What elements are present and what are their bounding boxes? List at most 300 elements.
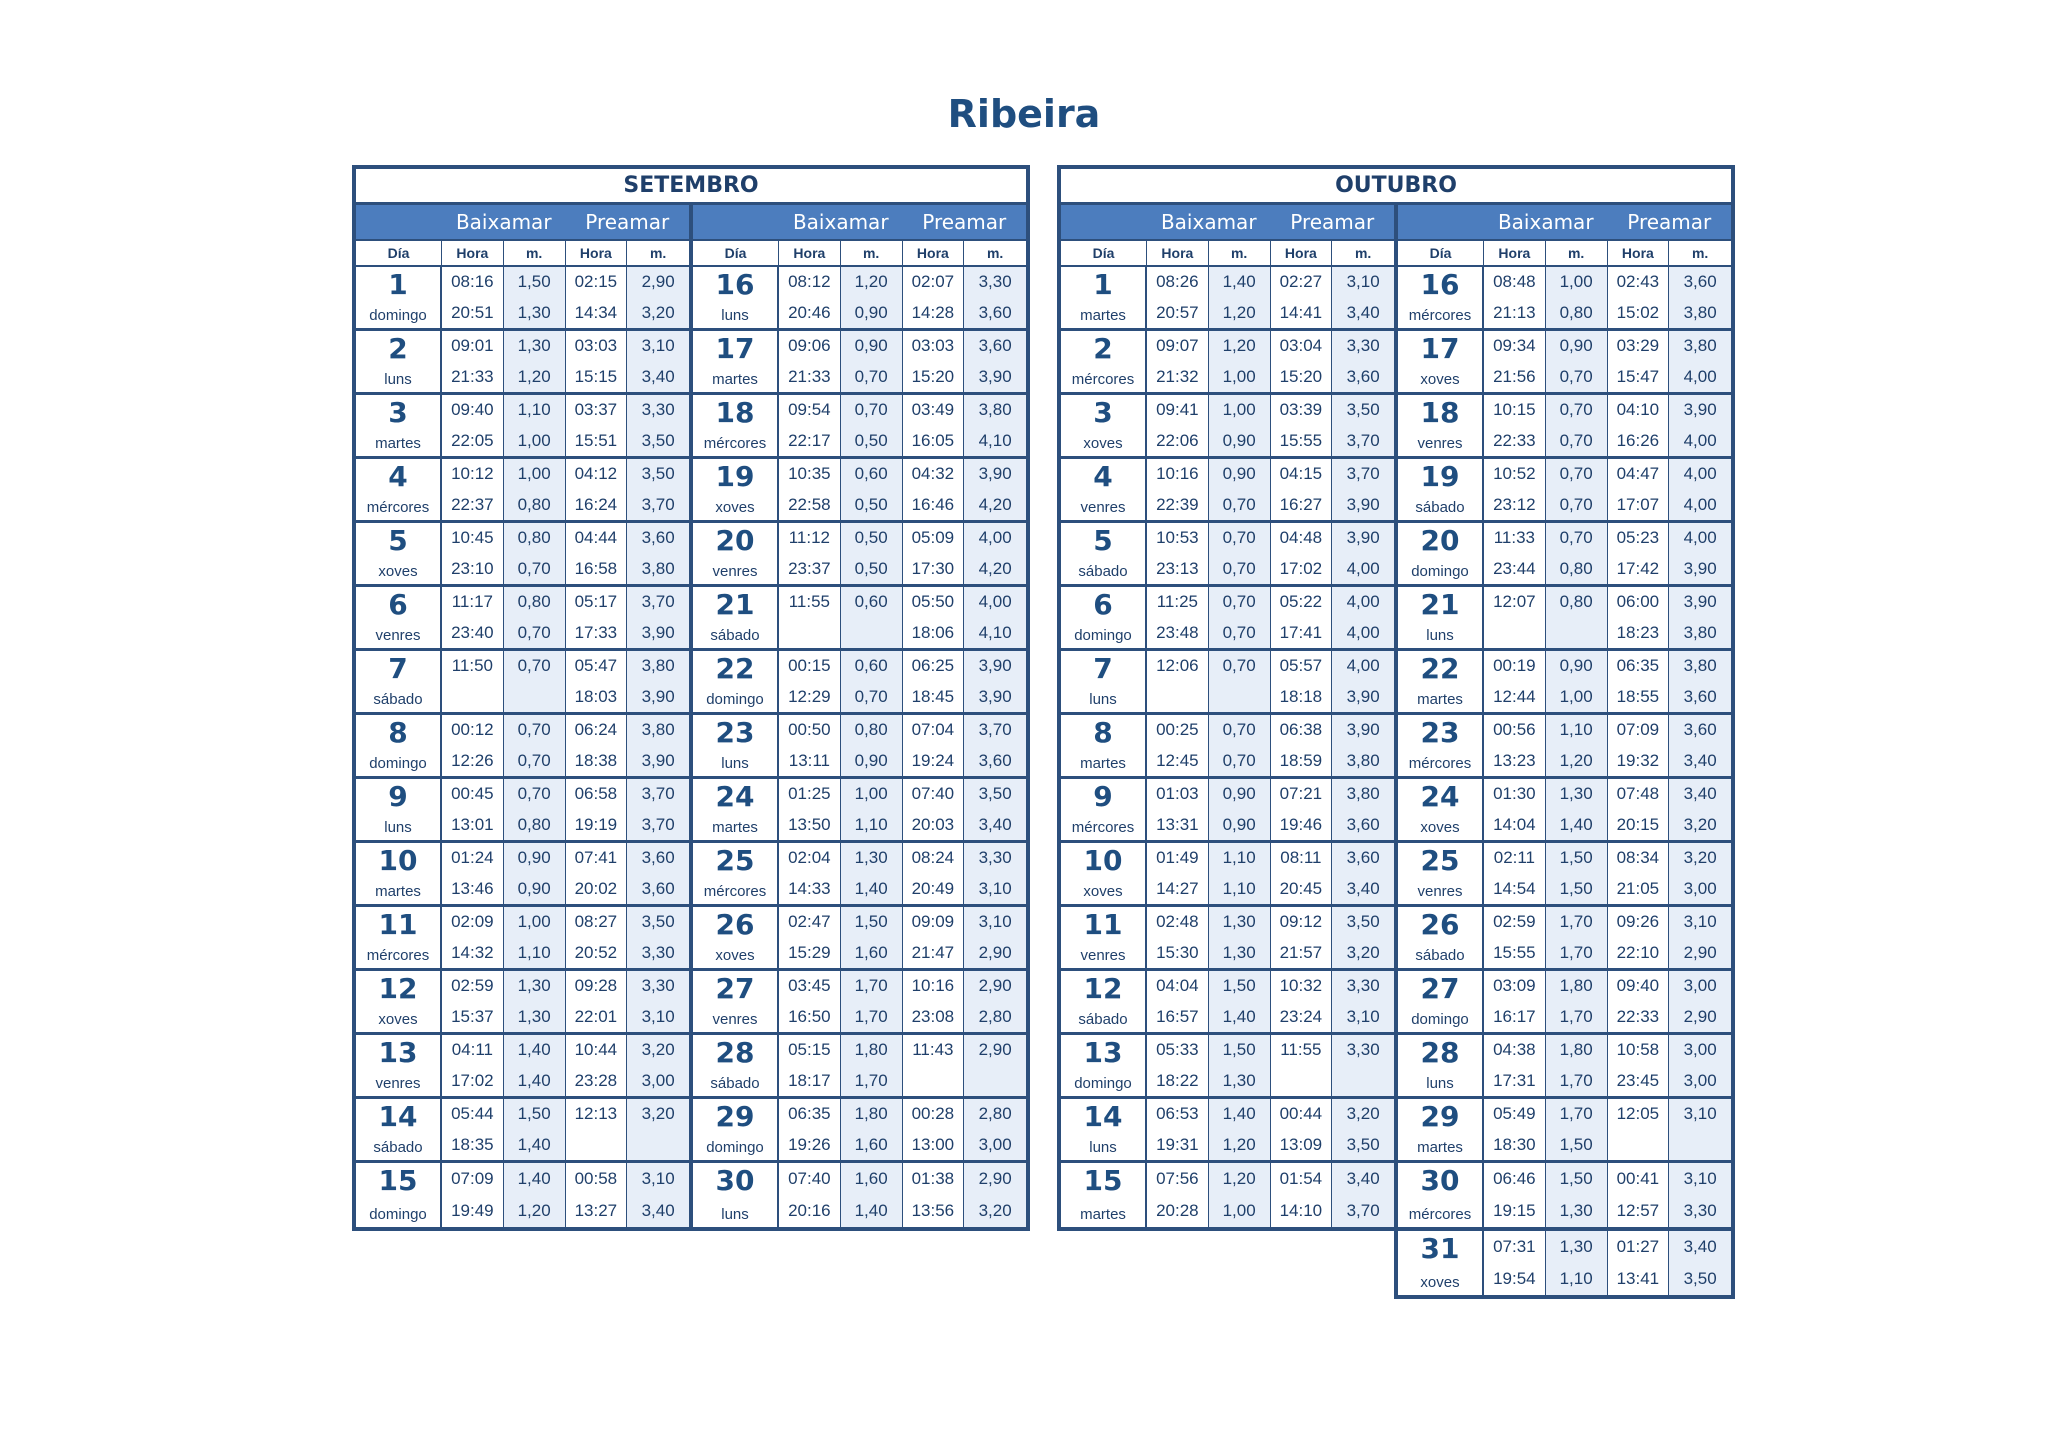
low-tide-height: 0,80 <box>504 490 566 521</box>
day-cell <box>1398 267 1484 328</box>
high-tide-height: 3,30 <box>1669 1195 1731 1227</box>
high-tide-height: 4,20 <box>964 490 1026 521</box>
day-row <box>693 587 1026 651</box>
low-tide-time: 08:16 <box>442 267 504 298</box>
day-number: 20 <box>715 524 755 557</box>
high-tide-height: 4,00 <box>1669 426 1731 457</box>
weekday-name: luns <box>1426 1075 1454 1092</box>
tide-values <box>1147 843 1394 904</box>
day-number: 8 <box>388 716 408 749</box>
day-cell <box>693 843 779 904</box>
tide-row <box>1484 907 1731 938</box>
high-tide-time: 17:33 <box>566 618 628 649</box>
tide-values <box>779 779 1026 840</box>
low-tide-height: 1,20 <box>841 267 903 298</box>
low-tide-height: 1,00 <box>1209 362 1271 393</box>
high-tide-time: 02:43 <box>1608 267 1670 298</box>
extra-day-table <box>1394 1228 1735 1299</box>
low-tide-time: 15:30 <box>1147 938 1209 969</box>
day-row <box>1061 971 1394 1035</box>
tide-row <box>442 779 689 810</box>
day-cell <box>1061 1163 1147 1227</box>
high-tide-height: 3,40 <box>1669 779 1731 810</box>
low-tide-time: 01:25 <box>779 779 841 810</box>
high-tide-time: 21:05 <box>1608 874 1670 905</box>
tide-values <box>1484 651 1731 712</box>
tide-row <box>779 715 1026 746</box>
tide-row <box>779 587 1026 618</box>
low-tide-height: 0,90 <box>504 874 566 905</box>
day-number: 29 <box>1420 1100 1460 1133</box>
high-tide-height: 3,20 <box>627 1035 689 1066</box>
day-number: 26 <box>1420 908 1460 941</box>
day-cell <box>356 1099 442 1160</box>
high-tide-time: 09:28 <box>566 971 628 1002</box>
day-row <box>356 907 689 971</box>
low-tide-time: 01:03 <box>1147 779 1209 810</box>
tide-values <box>442 395 689 456</box>
low-tide-time: 23:10 <box>442 554 504 585</box>
day-number: 11 <box>378 908 418 941</box>
high-tide-height: 3,40 <box>964 810 1026 841</box>
high-tide-height: 3,50 <box>964 779 1026 810</box>
tide-row <box>442 587 689 618</box>
day-row <box>356 971 689 1035</box>
tide-values <box>1484 1035 1731 1096</box>
low-tide-height: 1,00 <box>1209 1195 1271 1227</box>
high-tide-time: 07:40 <box>903 779 965 810</box>
high-tide-height: 3,10 <box>627 1002 689 1033</box>
tide-values <box>779 395 1026 456</box>
low-tide-time: 13:46 <box>442 874 504 905</box>
high-tide-time: 07:21 <box>1271 779 1333 810</box>
day-number: 9 <box>388 780 408 813</box>
low-tide-time: 06:35 <box>779 1099 841 1130</box>
tide-row <box>1147 1035 1394 1066</box>
tide-row <box>779 523 1026 554</box>
header-high-tide: Preamar <box>585 210 670 234</box>
low-tide-time: 20:16 <box>779 1195 841 1227</box>
day-row <box>1061 267 1394 331</box>
tide-row <box>779 779 1026 810</box>
day-row <box>356 395 689 459</box>
header-hour: Hora <box>566 241 628 265</box>
day-number: 21 <box>715 588 755 621</box>
tide-values <box>1484 523 1731 584</box>
tide-row <box>1147 746 1394 777</box>
weekday-name: xoves <box>1083 435 1123 452</box>
low-tide-time: 10:12 <box>442 459 504 490</box>
low-tide-time: 05:33 <box>1147 1035 1209 1066</box>
low-tide-time: 11:17 <box>442 587 504 618</box>
tide-row <box>1484 651 1731 682</box>
tide-row <box>1484 715 1731 746</box>
tide-values <box>442 1099 689 1160</box>
weekday-name: xoves <box>1083 883 1123 900</box>
day-cell <box>693 587 779 648</box>
low-tide-height: 0,70 <box>504 651 566 682</box>
low-tide-height: 1,30 <box>1546 779 1608 810</box>
day-number: 3 <box>1093 396 1113 429</box>
high-tide-height: 3,80 <box>1669 618 1731 649</box>
low-tide-height: 1,10 <box>841 810 903 841</box>
low-tide-height: 1,50 <box>841 907 903 938</box>
high-tide-height: 4,00 <box>1669 523 1731 554</box>
tide-row <box>779 843 1026 874</box>
column-header <box>1398 239 1731 267</box>
low-tide-height: 1,40 <box>504 1066 566 1097</box>
high-tide-height: 3,60 <box>964 746 1026 777</box>
day-number: 13 <box>378 1036 418 1069</box>
high-tide-time: 18:55 <box>1608 682 1670 713</box>
low-tide-time: 12:29 <box>779 682 841 713</box>
high-tide-height: 3,10 <box>1669 907 1731 938</box>
high-tide-height: 3,60 <box>627 843 689 874</box>
day-cell <box>693 1099 779 1160</box>
low-tide-time: 19:49 <box>442 1195 504 1227</box>
header-hour: Hora <box>1608 241 1670 265</box>
low-tide-height <box>1209 682 1271 713</box>
low-tide-height: 0,70 <box>1209 618 1271 649</box>
weekday-name: mércores <box>1408 307 1472 324</box>
tide-row <box>779 1066 1026 1097</box>
day-row <box>693 395 1026 459</box>
day-cell <box>1061 651 1147 712</box>
header-hour: Hora <box>442 241 504 265</box>
low-tide-time: 00:19 <box>1484 651 1546 682</box>
high-tide-time: 13:00 <box>903 1130 965 1161</box>
high-tide-time: 02:07 <box>903 267 965 298</box>
tide-row <box>1484 554 1731 585</box>
high-tide-height: 3,00 <box>1669 971 1731 1002</box>
low-tide-time: 14:32 <box>442 938 504 969</box>
high-tide-time: 18:38 <box>566 746 628 777</box>
tide-values <box>1484 267 1731 328</box>
high-tide-time: 09:09 <box>903 907 965 938</box>
tide-row <box>442 746 689 777</box>
tide-values <box>1484 1099 1731 1160</box>
low-tide-time: 08:48 <box>1484 267 1546 298</box>
day-cell <box>356 715 442 776</box>
day-number: 6 <box>388 588 408 621</box>
low-tide-time: 01:30 <box>1484 779 1546 810</box>
low-tide-height: 1,40 <box>1546 810 1608 841</box>
high-tide-time: 19:19 <box>566 810 628 841</box>
tide-row <box>779 1002 1026 1033</box>
low-tide-time: 21:32 <box>1147 362 1209 393</box>
high-tide-height: 3,30 <box>627 971 689 1002</box>
tide-values <box>442 1035 689 1096</box>
low-tide-time: 19:54 <box>1484 1263 1546 1295</box>
high-tide-time: 12:13 <box>566 1099 628 1130</box>
high-tide-height: 3,80 <box>627 715 689 746</box>
high-tide-height: 2,90 <box>964 1163 1026 1195</box>
weekday-name: xoves <box>378 563 418 580</box>
day-number: 30 <box>1420 1164 1460 1197</box>
high-tide-time: 16:46 <box>903 490 965 521</box>
day-row <box>1061 523 1394 587</box>
high-tide-time: 22:33 <box>1608 1002 1670 1033</box>
low-tide-height: 0,50 <box>841 523 903 554</box>
low-tide-height: 1,20 <box>1209 1130 1271 1161</box>
high-tide-height: 3,10 <box>1669 1163 1731 1195</box>
low-tide-time: 23:48 <box>1147 618 1209 649</box>
high-tide-height: 3,30 <box>964 843 1026 874</box>
low-tide-height: 1,50 <box>1546 1130 1608 1161</box>
tide-row <box>779 907 1026 938</box>
weekday-name: luns <box>1426 627 1454 644</box>
day-cell <box>1061 1035 1147 1096</box>
day-number: 18 <box>715 396 755 429</box>
day-row <box>693 459 1026 523</box>
day-cell <box>693 523 779 584</box>
low-tide-time: 23:12 <box>1484 490 1546 521</box>
high-tide-time: 03:29 <box>1608 331 1670 362</box>
header-meters: m. <box>649 245 667 261</box>
low-tide-height: 1,50 <box>1209 1035 1271 1066</box>
tide-row <box>442 971 689 1002</box>
low-tide-time: 22:58 <box>779 490 841 521</box>
day-row <box>356 651 689 715</box>
low-tide-time <box>442 682 504 713</box>
day-row <box>693 331 1026 395</box>
low-tide-time: 05:44 <box>442 1099 504 1130</box>
high-tide-time: 23:24 <box>1271 1002 1333 1033</box>
day-cell <box>1061 395 1147 456</box>
high-tide-height: 3,80 <box>627 651 689 682</box>
tide-row <box>779 1099 1026 1130</box>
high-tide-time: 20:45 <box>1271 874 1333 905</box>
low-tide-time: 13:11 <box>779 746 841 777</box>
tide-values <box>1147 907 1394 968</box>
day-number: 22 <box>1420 652 1460 685</box>
day-number: 20 <box>1420 524 1460 557</box>
low-tide-height: 1,40 <box>1209 267 1271 298</box>
low-tide-time: 18:30 <box>1484 1130 1546 1161</box>
weekday-name: luns <box>1089 691 1117 708</box>
low-tide-height: 0,70 <box>504 715 566 746</box>
tide-row <box>1484 1231 1731 1263</box>
high-tide-time: 05:47 <box>566 651 628 682</box>
low-tide-time: 14:27 <box>1147 874 1209 905</box>
weekday-name: sábado <box>1078 1011 1128 1028</box>
low-tide-height: 0,90 <box>1209 810 1271 841</box>
low-tide-height: 0,90 <box>1209 459 1271 490</box>
high-tide-time: 05:09 <box>903 523 965 554</box>
high-tide-height: 3,90 <box>1332 715 1394 746</box>
low-tide-time: 20:46 <box>779 298 841 329</box>
tide-values <box>1484 971 1731 1032</box>
tide-row <box>442 523 689 554</box>
high-tide-height: 3,00 <box>1669 874 1731 905</box>
high-tide-time: 07:48 <box>1608 779 1670 810</box>
high-tide-height: 3,00 <box>1669 1035 1731 1066</box>
low-tide-time: 22:37 <box>442 490 504 521</box>
tide-values <box>1484 459 1731 520</box>
low-tide-height: 0,60 <box>841 587 903 618</box>
low-tide-height: 1,40 <box>841 1195 903 1227</box>
low-tide-time: 12:07 <box>1484 587 1546 618</box>
tide-values <box>1484 1163 1731 1227</box>
tide-row <box>779 459 1026 490</box>
low-tide-time: 17:31 <box>1484 1066 1546 1097</box>
day-row <box>1398 1099 1731 1163</box>
tide-values <box>442 715 689 776</box>
tide-row <box>1484 938 1731 969</box>
tide-row <box>1147 331 1394 362</box>
tide-row <box>442 874 689 905</box>
high-tide-height: 2,90 <box>964 971 1026 1002</box>
tide-values <box>442 651 689 712</box>
tide-values <box>442 971 689 1032</box>
high-tide-height: 3,10 <box>1332 1002 1394 1033</box>
low-tide-time: 08:26 <box>1147 267 1209 298</box>
tide-row <box>442 459 689 490</box>
low-tide-time: 10:35 <box>779 459 841 490</box>
weekday-name: venres <box>375 1075 421 1092</box>
high-tide-time: 10:32 <box>1271 971 1333 1002</box>
day-row <box>693 1099 1026 1163</box>
high-tide-time: 04:44 <box>566 523 628 554</box>
high-tide-height: 3,60 <box>1332 843 1394 874</box>
low-tide-time: 12:06 <box>1147 651 1209 682</box>
high-tide-time: 07:09 <box>1608 715 1670 746</box>
day-row <box>1061 331 1394 395</box>
tide-values <box>779 907 1026 968</box>
high-tide-time: 04:32 <box>903 459 965 490</box>
weekday-name: martes <box>1080 755 1126 772</box>
day-cell <box>1061 587 1147 648</box>
day-row <box>693 1163 1026 1227</box>
day-number: 1 <box>1093 268 1113 301</box>
tide-row <box>779 395 1026 426</box>
high-tide-time: 04:15 <box>1271 459 1333 490</box>
low-tide-height: 0,70 <box>504 779 566 810</box>
tide-values <box>779 715 1026 776</box>
low-tide-height: 1,20 <box>1209 331 1271 362</box>
day-row <box>1061 907 1394 971</box>
high-tide-time: 00:41 <box>1608 1163 1670 1195</box>
low-tide-time: 14:33 <box>779 874 841 905</box>
high-tide-time: 17:07 <box>1608 490 1670 521</box>
low-tide-height: 0,70 <box>1546 523 1608 554</box>
tide-values <box>779 331 1026 392</box>
low-tide-height: 1,70 <box>1546 907 1608 938</box>
low-tide-height: 1,40 <box>1209 1099 1271 1130</box>
tide-values <box>442 843 689 904</box>
high-tide-time: 05:23 <box>1608 523 1670 554</box>
day-row <box>1398 1035 1731 1099</box>
tide-row <box>1147 554 1394 585</box>
high-tide-height: 2,80 <box>964 1002 1026 1033</box>
day-cell <box>693 715 779 776</box>
header-meters: m. <box>504 241 566 265</box>
high-tide-height: 3,20 <box>1669 843 1731 874</box>
high-tide-height: 3,90 <box>1669 554 1731 585</box>
day-cell <box>1061 843 1147 904</box>
tide-values <box>1147 779 1394 840</box>
high-tide-height: 3,10 <box>964 907 1026 938</box>
low-tide-time: 20:51 <box>442 298 504 329</box>
high-tide-time: 15:02 <box>1608 298 1670 329</box>
high-tide-height: 3,30 <box>1332 331 1394 362</box>
tide-row <box>1147 907 1394 938</box>
high-tide-height: 3,90 <box>627 746 689 777</box>
high-tide-height: 3,60 <box>964 298 1026 329</box>
day-number: 18 <box>1420 396 1460 429</box>
high-tide-time: 15:47 <box>1608 362 1670 393</box>
tide-row <box>442 395 689 426</box>
low-tide-height: 0,70 <box>1546 362 1608 393</box>
low-tide-height: 0,70 <box>1209 587 1271 618</box>
day-cell <box>356 779 442 840</box>
day-number: 14 <box>378 1100 418 1133</box>
day-cell <box>1061 779 1147 840</box>
high-tide-height: 3,90 <box>627 618 689 649</box>
low-tide-height: 1,30 <box>504 331 566 362</box>
high-tide-height: 4,00 <box>1332 651 1394 682</box>
low-tide-height: 1,20 <box>1209 298 1271 329</box>
low-tide-height: 1,00 <box>1209 395 1271 426</box>
day-number: 2 <box>1093 332 1113 365</box>
tide-row <box>1484 746 1731 777</box>
tide-row <box>442 267 689 298</box>
low-tide-height: 1,20 <box>1546 746 1608 777</box>
header-high-tide: Preamar <box>922 210 1007 234</box>
tide-values <box>442 459 689 520</box>
header-meters: m. <box>1209 241 1271 265</box>
high-tide-height: 3,50 <box>627 459 689 490</box>
tide-row <box>1147 651 1394 682</box>
low-tide-time: 01:24 <box>442 843 504 874</box>
low-tide-height: 1,70 <box>1546 1002 1608 1033</box>
low-tide-height: 0,50 <box>841 426 903 457</box>
high-tide-time: 23:45 <box>1608 1066 1670 1097</box>
low-tide-height: 1,10 <box>1209 874 1271 905</box>
tide-row <box>779 1195 1026 1227</box>
high-tide-height: 3,30 <box>1332 1035 1394 1066</box>
tide-row <box>1484 1263 1731 1295</box>
tide-row <box>779 651 1026 682</box>
low-tide-height: 0,70 <box>504 618 566 649</box>
low-tide-height: 0,90 <box>841 746 903 777</box>
low-tide-time: 01:49 <box>1147 843 1209 874</box>
tide-row <box>442 331 689 362</box>
month-half-second <box>1398 205 1731 1227</box>
low-tide-height: 0,80 <box>504 523 566 554</box>
low-tide-height: 1,70 <box>841 1002 903 1033</box>
high-tide-height: 3,00 <box>964 1130 1026 1161</box>
high-tide-time: 11:43 <box>903 1035 965 1066</box>
day-number: 23 <box>1420 716 1460 749</box>
tide-values <box>1147 459 1394 520</box>
high-tide-height: 3,50 <box>1669 1263 1731 1295</box>
tide-row <box>779 746 1026 777</box>
day-cell <box>356 331 442 392</box>
tide-values <box>1147 1163 1394 1227</box>
header-low-tide: Baixamar <box>792 210 889 234</box>
high-tide-time: 07:04 <box>903 715 965 746</box>
tide-values <box>1147 395 1394 456</box>
weekday-name: xoves <box>1420 371 1460 388</box>
tide-values <box>1484 331 1731 392</box>
weekday-name: xoves <box>715 499 755 516</box>
day-cell <box>356 395 442 456</box>
low-tide-time <box>1484 618 1546 649</box>
low-tide-height: 0,90 <box>1546 651 1608 682</box>
high-tide-height: 3,70 <box>627 490 689 521</box>
day-row <box>1398 1228 1731 1295</box>
